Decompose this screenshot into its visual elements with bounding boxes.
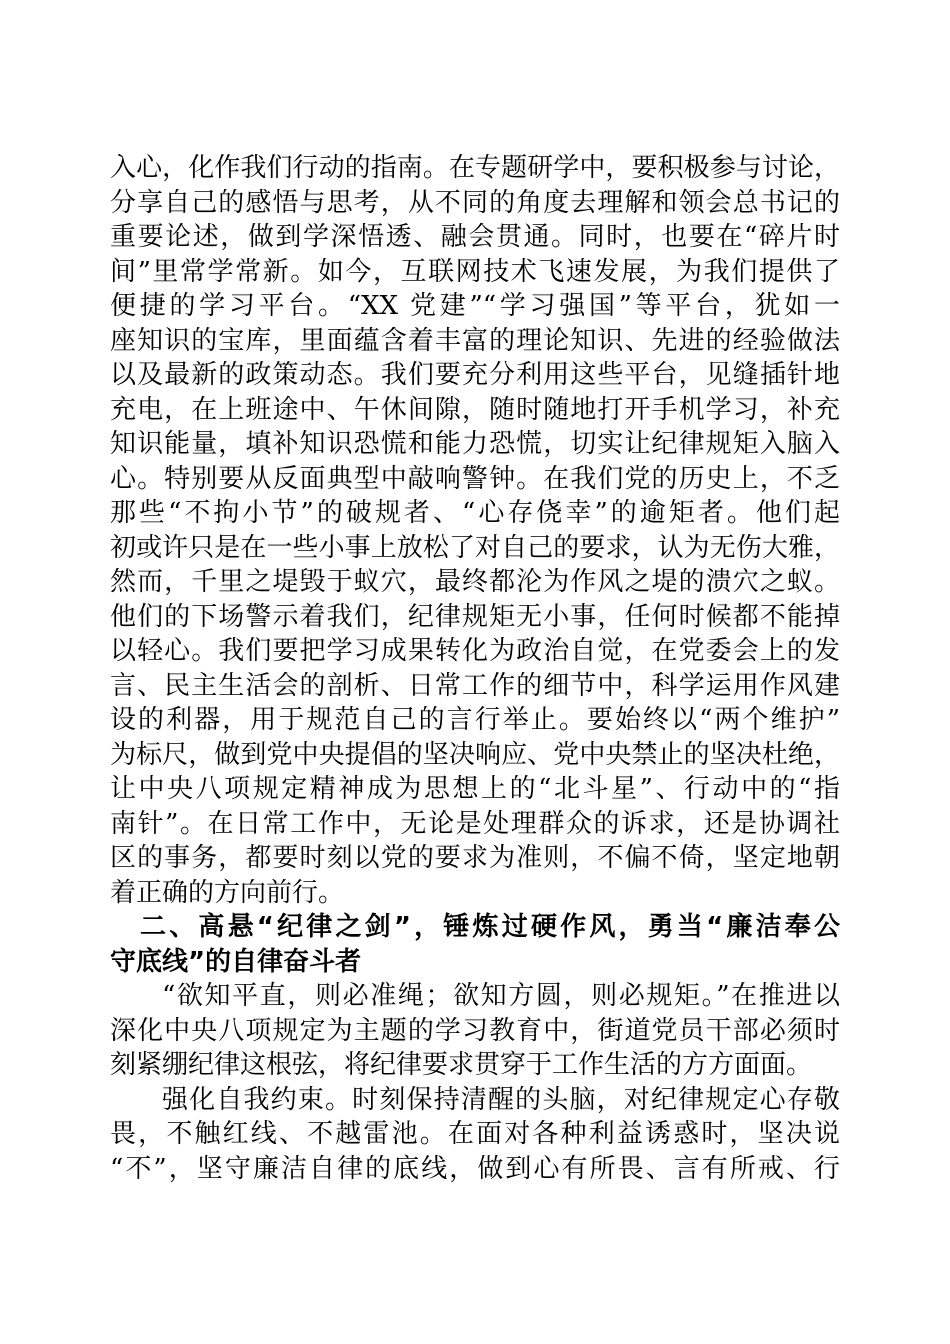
text-line: 二、高悬“纪律之剑”，锤炼过硬作风，勇当“廉洁奉公 [140, 912, 840, 942]
paragraph [110, 151, 840, 910]
text-line: 为标尺，做到党中央提倡的坚决响应、党中央禁止的坚决杜绝， [110, 739, 840, 770]
text-line: 以轻心。我们要把学习成果转化为政治自觉，在党委会上的发 [110, 636, 840, 666]
paragraph [110, 979, 840, 1083]
text-line: 深化中央八项规定为主题的学习教育中，街道党员干部必须时 [110, 1015, 840, 1046]
text-line: 间”里常学常新。如今，互联网技术飞速发展，为我们提供了 [110, 256, 840, 287]
text-line: 南针”。在日常工作中，无论是处理群众的诉求，还是协调社 [110, 808, 840, 839]
text-line: 畏，不触红线、不越雷池。在面对各种利益诱惑时，坚决说 [110, 1119, 840, 1149]
text-line: 刻紧绷纪律这根弦，将纪律要求贯穿于工作生活的方方面面。 [110, 1050, 813, 1080]
text-line: 那些“不拘小节”的破规者、“心存侥幸”的逾矩者。他们起 [110, 498, 840, 528]
text-line: 让中央八项规定精神成为思想上的“北斗星”、行动中的“指 [110, 774, 840, 804]
section-heading [110, 910, 840, 979]
document-content [110, 151, 840, 1186]
text-line: 他们的下场警示着我们，纪律规矩无小事，任何时候都不能掉 [110, 601, 840, 632]
text-line: 分享自己的感悟与思考，从不同的角度去理解和领会总书记的 [110, 187, 840, 218]
text-line: 守底线”的自律奋斗者 [110, 946, 362, 977]
text-line: 着正确的方向前行。 [110, 877, 345, 908]
text-line: 初或许只是在一些小事上放松了对自己的要求，认为无伤大雅， [110, 532, 840, 563]
text-line: 设的利器，用于规范自己的言行举止。要始终以“两个维护” [110, 705, 840, 735]
text-line: 座知识的宝库，里面蕴含着丰富的理论知识、先进的经验做法 [110, 325, 840, 356]
text-line: 强化自我约束。时刻保持清醒的头脑，对纪律规定心存敬 [162, 1084, 840, 1115]
text-line: 区的事务，都要时刻以党的要求为准则，不偏不倚，坚定地朝 [110, 843, 840, 873]
paragraph [110, 1083, 840, 1187]
text-line: 以及最新的政策动态。我们要充分利用这些平台，见缝插针地 [110, 360, 840, 390]
text-line: “欲知平直，则必准绳；欲知方圆，则必规矩。”在推进以 [162, 981, 840, 1011]
text-line: 心。特别要从反面典型中敲响警钟。在我们党的历史上，不乏 [110, 463, 840, 494]
text-line: “不”，坚守廉洁自律的底线，做到心有所畏、言有所戒、行 [110, 1153, 840, 1184]
text-line: 知识能量，填补知识恐慌和能力恐慌，切实让纪律规矩入脑入 [110, 429, 840, 459]
text-line: 便捷的学习平台。“XX 党建”“学习强国”等平台，犹如一 [110, 291, 840, 321]
text-line: 然而，千里之堤毁于蚁穴，最终都沦为作风之堤的溃穴之蚁。 [110, 567, 840, 597]
text-line: 入心，化作我们行动的指南。在专题研学中，要积极参与讨论， [110, 153, 840, 183]
text-line: 重要论述，做到学深悟透、融会贯通。同时，也要在“碎片时 [110, 222, 840, 252]
text-line: 充电，在上班途中、午休间隙，随时随地打开手机学习，补充 [110, 394, 840, 425]
text-line: 言、民主生活会的剖析、日常工作的细节中，科学运用作风建 [110, 670, 840, 701]
